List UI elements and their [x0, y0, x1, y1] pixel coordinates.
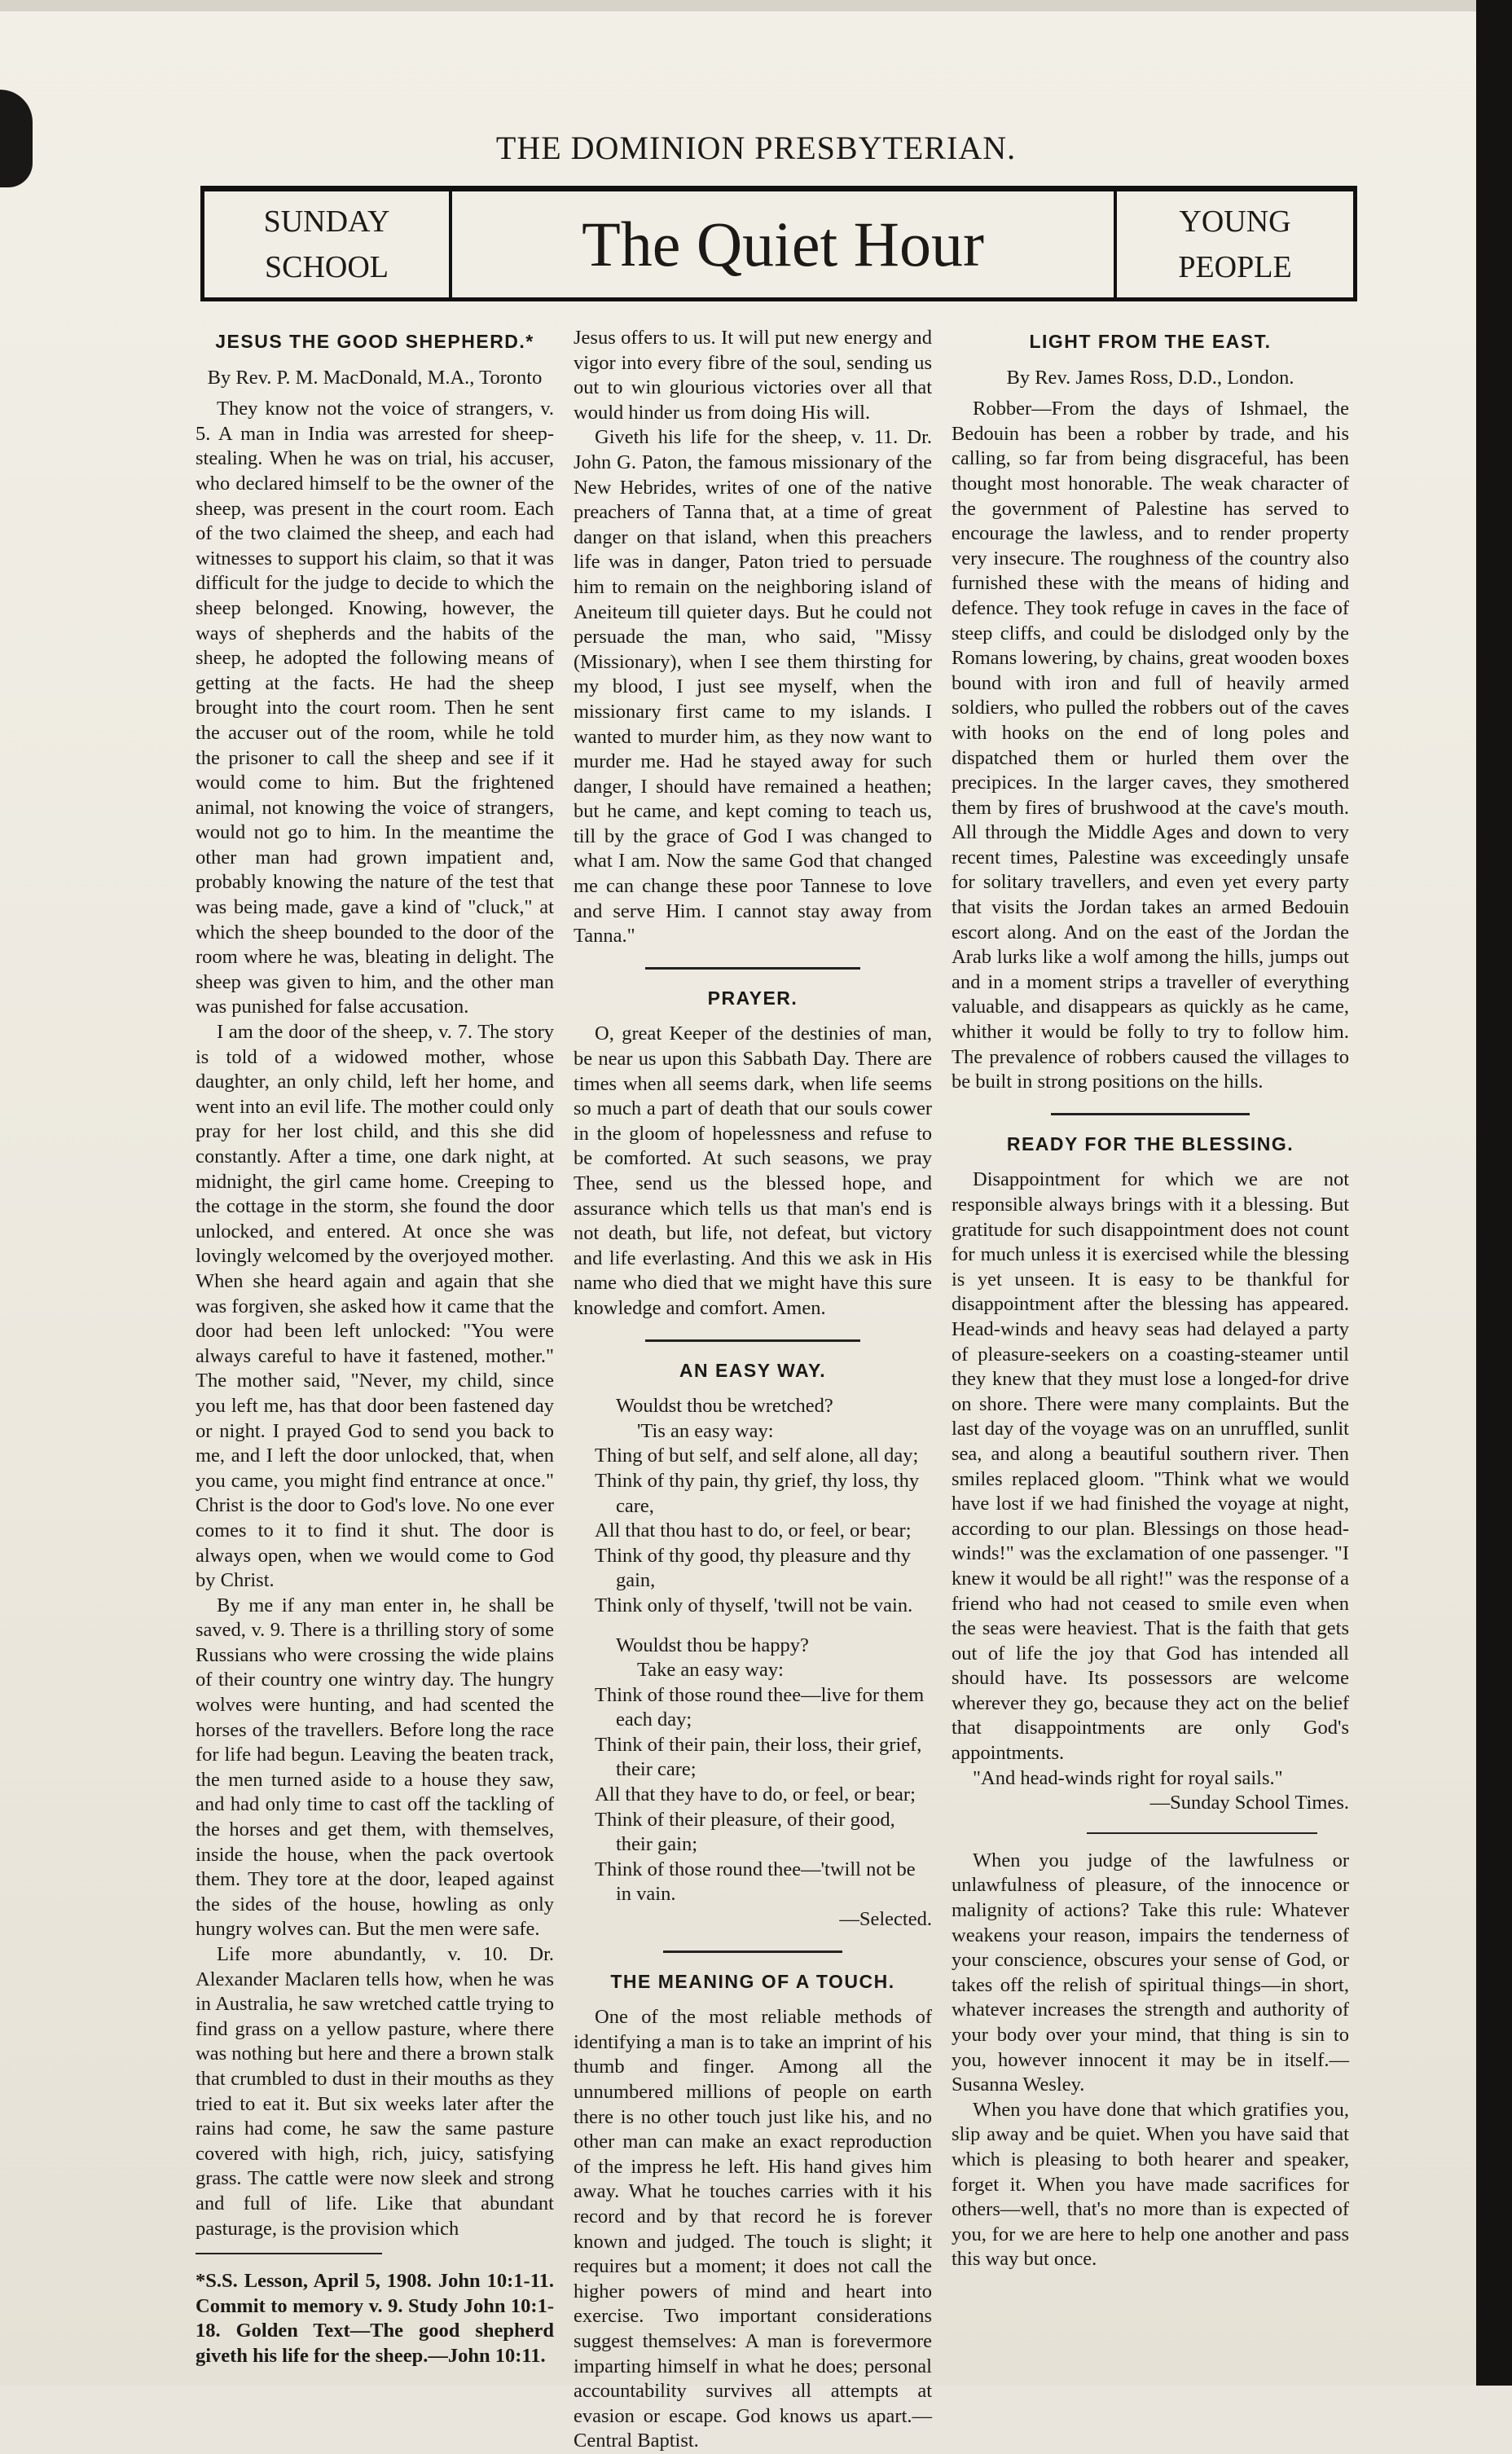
divider: [645, 967, 860, 970]
divider: [663, 1950, 842, 1953]
paragraph: Robber—From the days of Ishmael, the Bedouin has been a robber by trade, and his calling, so far from being disgraceful, has been thought most honorable. The weak character of the government of Palestine has served to encourage the lawless, and to render property very insecure. The roughness of the country also furnished these with the means of hiding and defence. They took refuge in caves in the face of steep cliffs, and could be dislodged only by the Romans lowering, by chains, great wooden boxes bound with iron and full of heavily armed soldiers, who pulled the robbers out of the caves with hooks on the end of long poles and dispatched them or hurled them over the precipices. In the larger caves, they smothered them by fires of brushwood at the cave's mouth. All through the Middle Ages and down to very recent times, Palestine was exceedingly unsafe for solitary travellers, and even yet every party that visits the Jordan takes an armed Bedouin escort along. And on the east of the Jordan the Arab lurks like a wolf among the hills, jumps out and in a moment strips a traveller of everything valuable, and disappears as quickly as he came, whither it would be folly to try to follow him. The prevalence of robbers caused the villages to be built in strong positions on the hills.: [952, 398, 1349, 1093]
quotation-credit: —Sunday School Times.: [1149, 1792, 1349, 1814]
banner-left-line2: SCHOOL: [264, 250, 389, 284]
column-2: [574, 326, 932, 2454]
banner-left-line1: SUNDAY: [263, 204, 390, 239]
paragraph: Disappointment for which we are not responsible always brings with it a blessing. But gratitude for such disappointment does not count for much unless it is exercised while the blessing is yet unseen. It is easy to be thankful for disappointment after the blessing has appeared. Head-winds and heavy seas had delayed a party of pleasure-seekers on a coasting-steamer until they knew that they must lose a longed-for drive on shore. There were many complaints. But the last day of the voyage was on an unruffled, sunlit sea, and along a beautiful southern river. Then smiles replaced gloom. "Think what we would have lost if we had finished the voyage at night, according to our plan. Blessings on those head-winds!" was the exclamation of one passenger. "I knew it would be all right!" was the response of a friend who had not ceased to smile even when the seas were heaviest. That is the faith that gets out of life the joy that God has intended all should have. Its possessors are welcome wherever they go, because they act on the belief that disappointments are only God's appointments.: [952, 1168, 1349, 1765]
poem: [574, 1394, 932, 1932]
poem-line: Think of thy pain, thy grief, thy loss, thy care,: [595, 1469, 920, 1517]
quotation: "And head-winds right for royal sails.": [973, 1766, 1283, 1789]
paragraph: By me if any man enter in, he shall be saved, v. 9. There is a thrilling story of some Russians who were crossing the wide plains of their country one wintry day. The hungry wolves were hunting, and had scented the horses of the travellers. Before long the race for life had begun. Leaving the beaten track, the men turned aside to a house they saw, and had only time to cast off the tackling of the horses and get them, with themselves, inside the house, when the pack overtook them. They tore at the door, leaped against the sides of the house, howling as only hungry wolves can. But the men were safe.: [196, 1594, 554, 1941]
article-title-good-shepherd: JESUS THE GOOD SHEPHERD.*: [215, 331, 534, 352]
page-top-edge: [0, 0, 1512, 11]
column-3: [952, 326, 1349, 2272]
paragraph: They know not the voice of strangers, v. 5. A man in India was arrested for sheep-stealing. When he was on trial, his accuser, who declared himself to be the owner of the sheep, was present in the court room. Each of the two claimed the sheep, and each had witnesses to support his claim, so that it was difficult for the judge to decide to which the sheep belonged. Knowing, however, the ways of shepherds and the habits of the sheep, he adopted the following means of getting at the facts. He had the sheep brought into the court room. Then he sent the accuser out of the room, while he told the prisoner to call the sheep and see if it would come to him. But the frightened animal, not knowing the voice of strangers, would not go to him. In the meantime the other man had grown impatient and, probably knowing the nature of the test that was being made, gave a kind of "cluck," at which the sheep bounded to the door of the room where he was, bleating in delight. The sheep was given to him, and the other man was punished for false accusation.: [196, 398, 554, 1018]
paragraph: When you judge of the lawfulness or unlawfulness of pleasure, of the innocence or malignity of actions? Take this rule: Whatever weakens your reason, impairs the tenderness of your conscience, obscures your sense of God, or takes off the relish of spiritual things—in short, whatever increases the strength and authority of your body over your mind, that thing is sin to you, however innocent it may be in itself.—Susanna Wesley.: [952, 1849, 1349, 2096]
byline: By Rev. James Ross, D.D., London.: [1006, 366, 1294, 389]
paragraph: Jesus offers to us. It will put new energy and vigor into every fibre of the soul, sending us out to win glourious victories over all that would hinder us from doing His will.: [574, 327, 932, 424]
poem-line: Think of their pleasure, of their good, their gain;: [595, 1808, 895, 1856]
poem-credit: —Selected.: [839, 1908, 932, 1931]
article-title-prayer: PRAYER.: [707, 987, 798, 1009]
poem-line: Wouldst thou be wretched?: [616, 1395, 833, 1418]
poem-line: Think of their pain, their loss, their grief, their care;: [595, 1733, 922, 1781]
paragraph: Life more abundantly, v. 10. Dr. Alexander Maclaren tells how, when he was in Australia, he saw wretched cattle trying to find grass on a yellow pasture, where there was nothing but here and there a brown stalk that crumbled to dust in their mouths as they tried to eat it. But six weeks later after the rains had come, he saw the same pasture covered with high, rich, juicy, satisfying grass. The cattle were now sleek and strong and full of life. Like that abundant pasturage, is the provision which: [196, 1943, 554, 2240]
lesson-footnote: *S.S. Lesson, April 5, 1908. John 10:1-11. Commit to memory v. 9. Study John 10:1-18. Golden Text—The good shepherd giveth his life for the sheep.—John 10:11.: [196, 2270, 554, 2367]
divider: [645, 1339, 860, 1342]
paragraph: Giveth his life for the sheep, v. 11. Dr. John G. Paton, the famous missionary of the New Hebrides, writes of one of the native preachers of Tanna that, at a time of great danger on that island, when this preachers life was in danger, Paton tried to persuade him to remain on the neighboring island of Aneiteum till quieter days. But he could not persuade the man, who said, "Missy (Missionary), when I see them thirsting for my blood, I just see myself, when the missionary first came to my islands. I wanted to murder him, as they now want to murder me. Had he stayed away for such danger, I should have remained a heathen; but he came, and kept coming to teach us, till by the grace of God I was changed to what I am. Now the same God that changed me can change these poor Tannese to love and serve Him. I cannot stay away from Tanna.": [574, 426, 932, 948]
divider: [196, 2253, 382, 2254]
paragraph: When you have done that which gratifies you, slip away and be quiet. When you have said that which is pleasing to both hearer and speaker, forget it. When you have made sacrifices for others—well, that's no more than is expected of you, for we are here to help one another and pass this way but once.: [952, 2098, 1349, 2271]
poem-line: Thing of but self, and self alone, all day;: [595, 1445, 919, 1467]
poem-line: Think only of thyself, 'twill not be vain.: [595, 1594, 913, 1616]
byline: By Rev. P. M. MacDonald, M.A., Toronto: [207, 366, 543, 389]
poem-line: All that thou hast to do, or feel, or bear;: [595, 1519, 912, 1542]
article-title-easy-way: AN EASY WAY.: [679, 1359, 827, 1381]
banner-right: [1117, 191, 1353, 297]
article-title-meaning-of-touch: THE MEANING OF A TOUCH.: [610, 1970, 895, 1992]
poem-line: Think of thy good, thy pleasure and thy gain,: [595, 1544, 911, 1592]
article-title-ready-for-blessing: READY FOR THE BLESSING.: [1006, 1132, 1294, 1154]
masthead: THE DOMINION PRESBYTERIAN.: [495, 130, 1017, 166]
poem-line: Take an easy way:: [637, 1659, 784, 1682]
poem-line: 'Tis an easy way:: [637, 1419, 774, 1442]
divider: [1087, 1832, 1317, 1834]
banner-title: The Quiet Hour: [449, 191, 1117, 297]
banner-right-line2: PEOPLE: [1178, 250, 1292, 284]
banner-right-line1: YOUNG: [1179, 204, 1291, 239]
article-title-light-from-east: LIGHT FROM THE EAST.: [1029, 331, 1272, 352]
paragraph: One of the most reliable methods of identifying a man is to take an imprint of his thumb and finger. Among all the unnumbered millions of people on earth there is no other touch just like his, and no other man can make an exact reproduction of the impress he left. His hand gives him away. What he touches carries with it his record and by that record he is forever known and judged. The touch is slight; it requires but a moment; it does not call the higher powers of mind and heart into exercise. Two important considerations suggest themselves: A man is forevermore imparting himself in what he does; personal accountability survives all attempts at evasion or escape. God knows us apart.—Central Baptist.: [574, 2006, 932, 2452]
poem-line: Wouldst thou be happy?: [616, 1634, 809, 1656]
column-1: [196, 326, 554, 2369]
banner-left: [204, 191, 449, 297]
paragraph: O, great Keeper of the destinies of man, be near us upon this Sabbath Day. There are times when all seems dark, when life seems so much a part of death that our souls cower in the gloom of hopelessness and refuse to be comforted. At such seasons, we pray Thee, send us the blessed hope, and assurance which tells us that man's end is not death, but life, not defeat, but victory and life everlasting. And this we ask in His name who died that we might have this sure knowledge and comfort. Amen.: [574, 1023, 932, 1319]
paragraph: I am the door of the sheep, v. 7. The story is told of a widowed mother, whose daughter, an only child, left her home, and went into an evil life. The mother could only pray for her lost child, and this she did constantly. After a time, one dark night, at midnight, the girl came home. Creeping to the cottage in the storm, she found the door unlocked, and entered. At once she was lovingly welcomed by the overjoyed mother. When she heard again and again that she was forgiven, she asked how it came that the door had been left unlocked: "You were always careful to have it fastened, mother." The mother said, "Never, my child, since you left me, has that door been fastened day or night. I prayed God to send you back to me, and I left the door unlocked, that, when you came, you might find entrance at once." Christ is the door to God's love. No one ever comes to it to find it shut. The door is always open, when we would come to God by Christ.: [196, 1021, 554, 1592]
poem-line: Think of those round thee—live for them each day;: [595, 1683, 925, 1731]
section-banner: [200, 186, 1357, 301]
poem-line: All that they have to do, or feel, or bear;: [595, 1783, 916, 1806]
scan-border: [1476, 0, 1512, 2386]
poem-line: Think of those round thee—'twill not be in vain.: [595, 1858, 916, 1906]
divider: [1051, 1113, 1250, 1115]
